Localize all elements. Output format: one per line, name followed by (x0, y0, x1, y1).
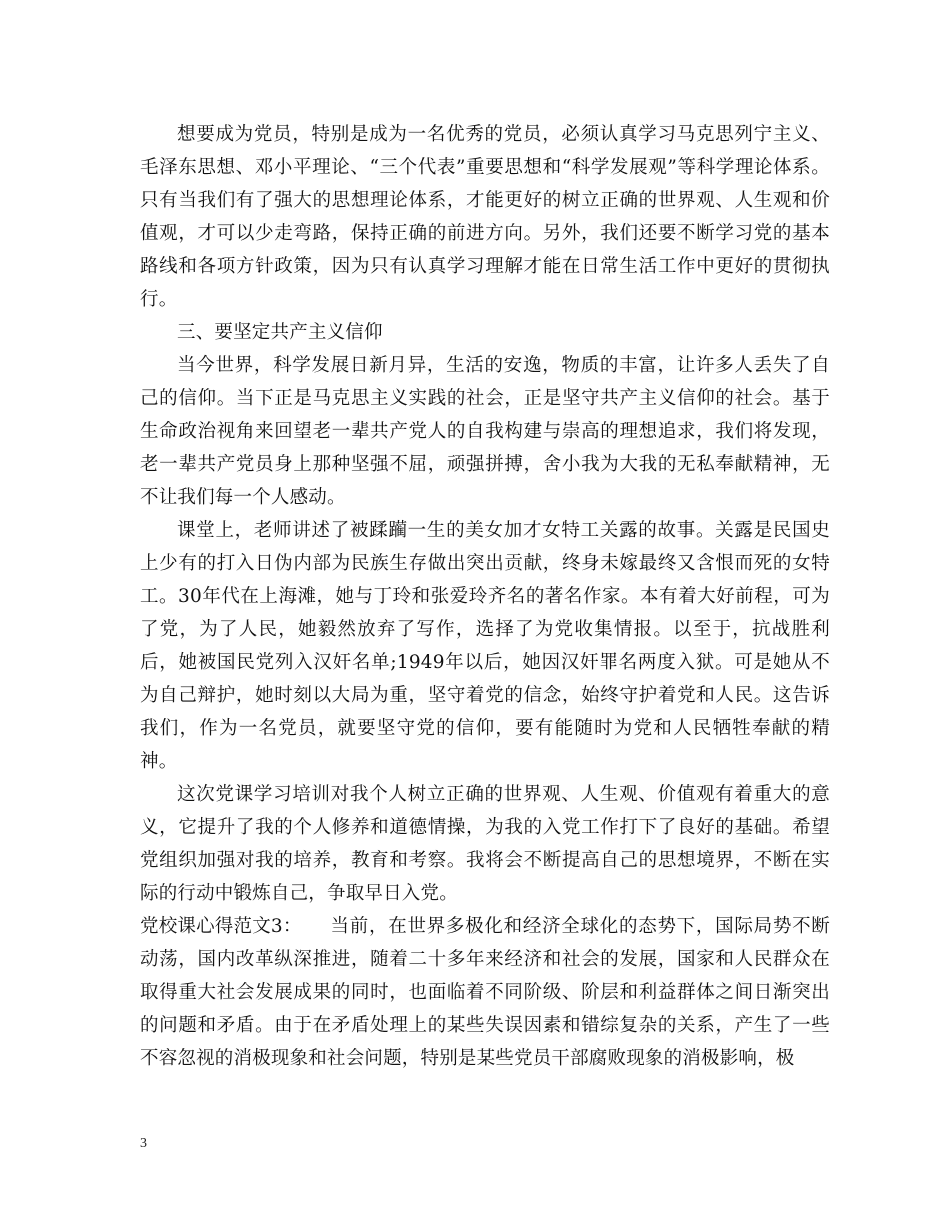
essay-3-label: 党校课心得范文3： (140, 916, 302, 937)
paragraph-training-summary: 这次党课学习培训对我个人树立正确的世界观、人生观、价值观有着重大的意义，它提升了我的个人修养和道德情操，为我的入党工作打下了良好的基础。希望党组织加强对我的培养，教育和考察。我将会不断提高自己的思想境界，不断在实际的行动中锻炼自己，争取早日入党。 (140, 784, 830, 904)
section-heading-faith: 三、要坚定共产主义信仰 (177, 322, 383, 343)
paragraph-guanlu-story: 课堂上，老师讲述了被蹂躏一生的美女加才女特工关露的故事。关露是民国史上少有的打入日伪内部为民族生存做出突出贡献，终身未嫁最终又含恨而死的女特工。30年代在上海滩，她与丁玲和张爱玲齐名的著名作家。本有着大好前程，可为了党，为了人民，她毅然放弃了写作，选择了为党收集情报。以至于，抗战胜利后，她被国民党列入汉奸名单;1949年以后，她因汉奸罪名两度入狱。可是她从不为自己辩护，她时刻以大局为重，坚守着党的信念，始终守护着党和人民。这告诉我们，作为一名党员，就要坚守党的信仰，要有能随时为党和人民牺牲奉献的精神。 (140, 520, 830, 772)
paragraph-faith: 当今世界，科学发展日新月异，生活的安逸，物质的丰富，让许多人丢失了自己的信仰。当下正是马克思主义实践的社会，正是坚守共产主义信仰的社会。基于生命政治视角来回望老一辈共产党人的自我构建与崇高的理想追求，我们将发现，老一辈共产党员身上那种坚强不屈，顽强拼搏，舍小我为大我的无私奉献精神，无不让我们每一个人感动。 (140, 355, 830, 508)
paragraph-theory-study: 想要成为党员，特别是成为一名优秀的党员，必须认真学习马克思列宁主义、毛泽东思想、邓小平理论、“三个代表”重要思想和“科学发展观”等科学理论体系。只有当我们有了强大的思想理论体系，才能更好的树立正确的世界观、人生观和价值观，才可以少走弯路，保持正确的前进方向。另外，我们还要不断学习党的基本路线和各项方针政策，因为只有认真学习理解才能在日常生活工作中更好的贯彻执行。 (140, 124, 830, 310)
page-number: 3 (140, 1136, 147, 1151)
paragraph-essay-3 (140, 910, 830, 1075)
essay-3-text: 当前，在世界多极化和经济全球化的态势下，国际局势不断动荡，国内改革纵深推进，随着二十多年来经济和社会的发展，国家和人民群众在取得重大社会发展成果的同时，也面临着不同阶级、阶层和利益群体之间日渐突出的问题和矛盾。由于在矛盾处理上的某些失误因素和错综复杂的关系，产生了一些不容忽视的消极现象和社会问题，特别是某些党员干部腐败现象的消极影响，极 (140, 916, 830, 1069)
document-body (140, 118, 830, 1075)
